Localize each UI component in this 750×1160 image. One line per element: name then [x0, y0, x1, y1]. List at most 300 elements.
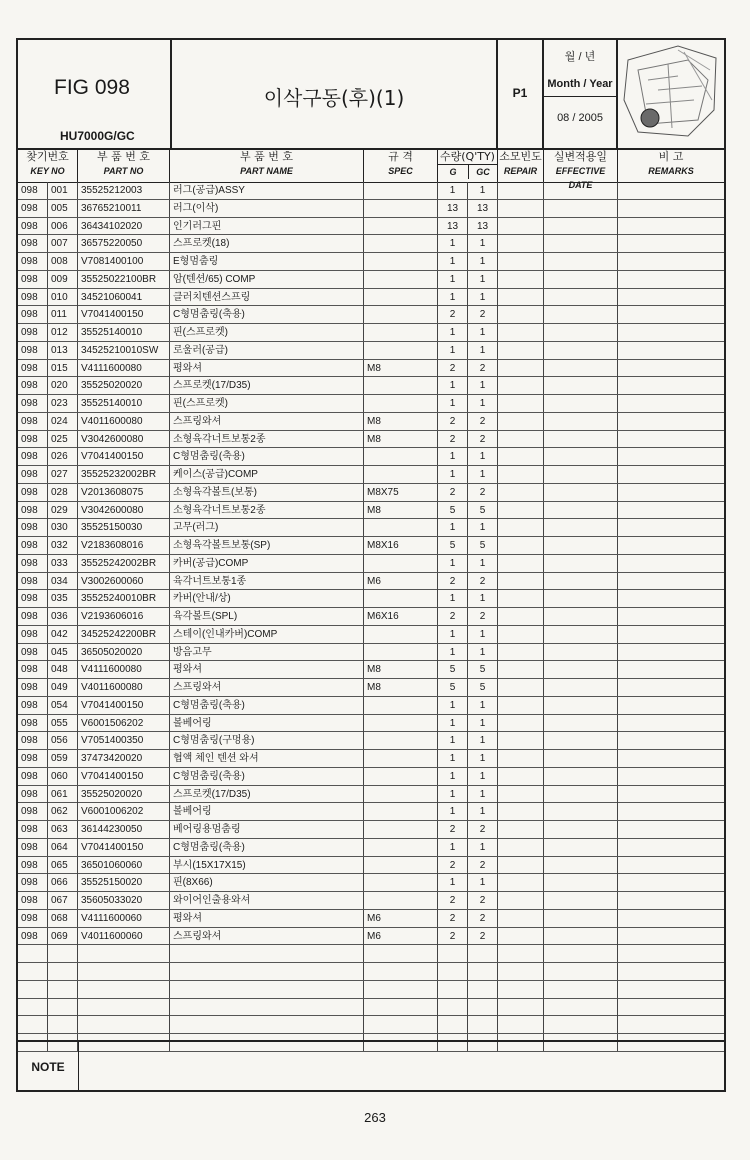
cell-key-group: 098	[18, 395, 48, 412]
cell-empty	[544, 573, 618, 590]
cell-spec: M8	[364, 661, 438, 678]
cell-empty	[544, 928, 618, 945]
cell-qty-gc: 1	[468, 555, 498, 572]
cell-spec	[364, 466, 438, 483]
table-row	[18, 537, 724, 555]
cell-key-group: 098	[18, 626, 48, 643]
cell-empty	[544, 910, 618, 927]
cell-qty-g: 2	[438, 306, 468, 323]
cell-key-group: 098	[18, 377, 48, 394]
cell-part-name: 고무(러그)	[170, 519, 364, 536]
cell-part-no: 36434102020	[78, 218, 170, 235]
cell-part-no: 34525210010SW	[78, 342, 170, 359]
cell-empty	[618, 626, 724, 643]
cell-empty	[498, 448, 544, 465]
cell-empty	[544, 342, 618, 359]
revision-date: 08 / 2005	[557, 112, 603, 124]
cell-spec	[364, 768, 438, 785]
table-row	[18, 679, 724, 697]
cell-spec	[364, 786, 438, 803]
cell-qty-g: 2	[438, 484, 468, 501]
cell-qty-g: 1	[438, 466, 468, 483]
cell-qty-g: 1	[438, 697, 468, 714]
cell-qty-g: 2	[438, 360, 468, 377]
cell-spec: M8	[364, 431, 438, 448]
cell-part-no: 36144230050	[78, 821, 170, 838]
cell-part-name: 협액 체인 텐션 와셔	[170, 750, 364, 767]
cell-part-name: 볼베어링	[170, 803, 364, 820]
cell-spec: M8	[364, 360, 438, 377]
cell-empty	[498, 306, 544, 323]
cell-key-no: 054	[48, 697, 78, 714]
cell-empty	[618, 271, 724, 288]
cell-empty	[498, 200, 544, 217]
cell-key-no: 028	[48, 484, 78, 501]
cell-empty	[498, 892, 544, 909]
cell-key-group: 098	[18, 537, 48, 554]
cell-qty-gc: 1	[468, 803, 498, 820]
cell-empty	[618, 360, 724, 377]
cell-empty	[544, 484, 618, 501]
cell-key-group: 098	[18, 928, 48, 945]
cell-empty	[544, 608, 618, 625]
cell-key-group: 098	[18, 857, 48, 874]
cell-part-no: V7041400150	[78, 839, 170, 856]
cell-qty-gc: 1	[468, 697, 498, 714]
cell-empty	[618, 945, 724, 962]
cell-qty-gc: 1	[468, 519, 498, 536]
cell-key-group: 098	[18, 661, 48, 678]
cell-key-no	[48, 999, 78, 1016]
table-row	[18, 786, 724, 804]
cell-qty-gc: 2	[468, 360, 498, 377]
cell-empty	[498, 182, 544, 199]
cell-empty	[498, 803, 544, 820]
cell-key-group: 098	[18, 732, 48, 749]
cell-spec: M8	[364, 679, 438, 696]
cell-empty	[498, 732, 544, 749]
cell-qty-g: 5	[438, 502, 468, 519]
cell-qty-g: 1	[438, 182, 468, 199]
cell-qty-g: 1	[438, 768, 468, 785]
cell-part-no: V2193606016	[78, 608, 170, 625]
cell-qty-gc: 2	[468, 910, 498, 927]
cell-spec	[364, 342, 438, 359]
cell-part-name	[170, 999, 364, 1016]
cell-qty-gc: 1	[468, 271, 498, 288]
cell-part-no	[78, 981, 170, 998]
cell-key-no: 069	[48, 928, 78, 945]
table-row	[18, 768, 724, 786]
cell-part-name: 와이어인출용와셔	[170, 892, 364, 909]
cell-empty	[498, 342, 544, 359]
cell-empty	[544, 1016, 618, 1033]
cell-key-group	[18, 1016, 48, 1033]
cell-spec	[364, 306, 438, 323]
cell-empty	[544, 715, 618, 732]
cell-key-group: 098	[18, 484, 48, 501]
cell-part-name: 암(텐션/65) COMP	[170, 271, 364, 288]
cell-qty-gc: 1	[468, 289, 498, 306]
cell-spec	[364, 963, 438, 980]
table-row	[18, 271, 724, 289]
cell-part-no: V4111600080	[78, 661, 170, 678]
cell-qty-g: 2	[438, 928, 468, 945]
cell-qty-gc	[468, 981, 498, 998]
cell-empty	[544, 324, 618, 341]
cell-empty	[544, 963, 618, 980]
cell-empty	[544, 786, 618, 803]
cell-part-no	[78, 963, 170, 980]
cell-key-no: 066	[48, 874, 78, 891]
cell-key-no: 008	[48, 253, 78, 270]
cell-qty-g: 2	[438, 857, 468, 874]
page-code-cell	[498, 40, 544, 148]
cell-part-name: 소형육각볼트보통(SP)	[170, 537, 364, 554]
cell-empty	[498, 999, 544, 1016]
cell-part-no: V2183608016	[78, 537, 170, 554]
table-row	[18, 573, 724, 591]
cell-empty	[544, 661, 618, 678]
cell-empty	[618, 306, 724, 323]
cell-key-group: 098	[18, 892, 48, 909]
cell-qty-g: 5	[438, 661, 468, 678]
cell-spec	[364, 271, 438, 288]
cell-empty	[544, 697, 618, 714]
cell-spec	[364, 377, 438, 394]
cell-key-group: 098	[18, 910, 48, 927]
cell-empty	[498, 573, 544, 590]
cell-empty	[544, 271, 618, 288]
cell-key-group: 098	[18, 200, 48, 217]
cell-key-no	[48, 945, 78, 962]
cell-part-no: V4011600060	[78, 928, 170, 945]
cell-key-group: 098	[18, 413, 48, 430]
table-row	[18, 324, 724, 342]
cell-key-no: 020	[48, 377, 78, 394]
cell-spec	[364, 519, 438, 536]
cell-qty-gc: 5	[468, 679, 498, 696]
cell-part-name: C형멈춤링(축용)	[170, 306, 364, 323]
cell-key-group: 098	[18, 182, 48, 199]
cell-key-group	[18, 981, 48, 998]
cell-empty	[618, 573, 724, 590]
cell-key-group: 098	[18, 768, 48, 785]
cell-key-group	[18, 945, 48, 962]
cell-empty	[618, 981, 724, 998]
cell-qty-gc: 1	[468, 324, 498, 341]
cell-part-no: 35525240010BR	[78, 590, 170, 607]
cell-empty	[544, 732, 618, 749]
table-row	[18, 466, 724, 484]
cell-key-no: 011	[48, 306, 78, 323]
parts-table	[18, 182, 724, 1052]
cell-empty	[498, 661, 544, 678]
cell-spec	[364, 289, 438, 306]
cell-empty	[544, 360, 618, 377]
cell-spec	[364, 892, 438, 909]
cell-qty-gc: 1	[468, 448, 498, 465]
cell-empty	[618, 857, 724, 874]
cell-key-no: 005	[48, 200, 78, 217]
cell-part-no: 34525242200BR	[78, 626, 170, 643]
note-section	[18, 1040, 724, 1092]
cell-part-no	[78, 945, 170, 962]
cell-spec	[364, 218, 438, 235]
col-part-name: 부 품 번 호 PART NAME	[170, 148, 364, 182]
cell-qty-gc	[468, 945, 498, 962]
cell-key-no: 060	[48, 768, 78, 785]
cell-empty	[498, 910, 544, 927]
cell-key-group: 098	[18, 590, 48, 607]
cell-part-no: V4111600080	[78, 360, 170, 377]
cell-empty	[498, 981, 544, 998]
cell-part-name: 육각볼트(SPL)	[170, 608, 364, 625]
col-spec: 규 격 SPEC	[364, 148, 438, 182]
cell-qty-gc: 2	[468, 892, 498, 909]
cell-part-no: V3042600080	[78, 431, 170, 448]
cell-spec: M8	[364, 502, 438, 519]
cell-part-no: V6001006202	[78, 803, 170, 820]
cell-empty	[618, 679, 724, 696]
cell-part-name: 러그(공급)ASSY	[170, 182, 364, 199]
cell-key-group: 098	[18, 306, 48, 323]
cell-key-group: 098	[18, 235, 48, 252]
cell-key-no	[48, 1016, 78, 1033]
cell-qty-gc: 2	[468, 573, 498, 590]
cell-key-no: 034	[48, 573, 78, 590]
cell-qty-gc: 2	[468, 928, 498, 945]
cell-key-group: 098	[18, 271, 48, 288]
cell-empty	[544, 395, 618, 412]
page-title: 이삭구동(후)(1)	[263, 86, 405, 110]
cell-spec	[364, 803, 438, 820]
cell-empty	[618, 289, 724, 306]
cell-part-name: 러그(이삭)	[170, 200, 364, 217]
cell-key-no: 029	[48, 502, 78, 519]
cell-qty-g: 1	[438, 839, 468, 856]
cell-spec: M6	[364, 573, 438, 590]
cell-empty	[618, 803, 724, 820]
cell-key-group: 098	[18, 608, 48, 625]
cell-part-no: 36505020020	[78, 644, 170, 661]
cell-spec	[364, 324, 438, 341]
cell-empty	[618, 732, 724, 749]
cell-part-no: V7051400350	[78, 732, 170, 749]
cell-empty	[498, 271, 544, 288]
table-row	[18, 803, 724, 821]
cell-key-group: 098	[18, 786, 48, 803]
cell-qty-gc: 1	[468, 786, 498, 803]
cell-qty-gc: 5	[468, 537, 498, 554]
cell-qty-g: 2	[438, 431, 468, 448]
cell-empty	[618, 715, 724, 732]
cell-empty	[498, 360, 544, 377]
table-row	[18, 342, 724, 360]
cell-empty	[544, 821, 618, 838]
table-row	[18, 235, 724, 253]
table-row	[18, 821, 724, 839]
cell-empty	[618, 697, 724, 714]
cell-key-no: 055	[48, 715, 78, 732]
cell-key-no: 001	[48, 182, 78, 199]
cell-part-no: V4011600080	[78, 413, 170, 430]
cell-qty-gc	[468, 999, 498, 1016]
table-row	[18, 874, 724, 892]
fig-cell	[18, 40, 172, 148]
cell-qty-gc: 1	[468, 466, 498, 483]
cell-qty-g	[438, 999, 468, 1016]
cell-empty	[544, 945, 618, 962]
cell-qty-g: 1	[438, 235, 468, 252]
cell-part-name: 소형육각너트보통2종	[170, 431, 364, 448]
cell-qty-g: 13	[438, 200, 468, 217]
cell-spec	[364, 981, 438, 998]
cell-part-no: 35525242002BR	[78, 555, 170, 572]
table-row	[18, 502, 724, 520]
cell-key-no: 023	[48, 395, 78, 412]
cell-spec	[364, 448, 438, 465]
cell-part-name: 스프링와셔	[170, 928, 364, 945]
cell-part-no: 37473420020	[78, 750, 170, 767]
cell-empty	[618, 1016, 724, 1033]
cell-part-name	[170, 945, 364, 962]
cell-spec: M6	[364, 928, 438, 945]
cell-empty	[498, 218, 544, 235]
cell-key-no: 033	[48, 555, 78, 572]
cell-key-no: 062	[48, 803, 78, 820]
cell-qty-g: 1	[438, 395, 468, 412]
cell-part-name: 평와셔	[170, 360, 364, 377]
table-row	[18, 963, 724, 981]
cell-part-name: 스프로켓(17/D35)	[170, 377, 364, 394]
cell-qty-gc: 5	[468, 661, 498, 678]
cell-key-no: 035	[48, 590, 78, 607]
cell-empty	[544, 857, 618, 874]
cell-key-no: 063	[48, 821, 78, 838]
cell-empty	[498, 857, 544, 874]
table-row	[18, 360, 724, 378]
cell-key-no: 010	[48, 289, 78, 306]
cell-empty	[544, 981, 618, 998]
cell-part-no: V7041400150	[78, 448, 170, 465]
cell-empty	[618, 999, 724, 1016]
cell-empty	[498, 644, 544, 661]
cell-qty-g: 1	[438, 590, 468, 607]
table-row	[18, 377, 724, 395]
cell-part-no: V6001506202	[78, 715, 170, 732]
table-row	[18, 857, 724, 875]
cell-key-group: 098	[18, 289, 48, 306]
cell-spec	[364, 732, 438, 749]
cell-empty	[544, 999, 618, 1016]
cell-spec: M8	[364, 413, 438, 430]
cell-key-group: 098	[18, 573, 48, 590]
cell-part-name: 케이스(공급)COMP	[170, 466, 364, 483]
cell-qty-gc: 1	[468, 342, 498, 359]
cell-empty	[498, 768, 544, 785]
cell-key-group: 098	[18, 342, 48, 359]
cell-key-group: 098	[18, 324, 48, 341]
cell-qty-gc: 1	[468, 750, 498, 767]
cell-key-no: 061	[48, 786, 78, 803]
cell-empty	[498, 253, 544, 270]
cell-spec	[364, 590, 438, 607]
cell-part-name: 카버(안내/상)	[170, 590, 364, 607]
cell-empty	[618, 821, 724, 838]
cell-qty-gc: 1	[468, 874, 498, 891]
cell-empty	[618, 235, 724, 252]
cell-part-name: 베어링용멈춤링	[170, 821, 364, 838]
cell-empty	[544, 306, 618, 323]
cell-spec	[364, 839, 438, 856]
cell-qty-gc: 2	[468, 431, 498, 448]
cell-part-no: V3002600060	[78, 573, 170, 590]
cell-qty-g: 13	[438, 218, 468, 235]
cell-part-no: 36501060060	[78, 857, 170, 874]
cell-empty	[498, 839, 544, 856]
cell-part-name	[170, 1016, 364, 1033]
cell-empty	[544, 289, 618, 306]
cell-empty	[498, 715, 544, 732]
cell-key-no	[48, 963, 78, 980]
cell-part-name: C형멈춤링(축용)	[170, 839, 364, 856]
table-row	[18, 910, 724, 928]
cell-key-group: 098	[18, 644, 48, 661]
cell-key-group: 098	[18, 750, 48, 767]
cell-empty	[618, 786, 724, 803]
cell-empty	[618, 377, 724, 394]
cell-key-group: 098	[18, 679, 48, 696]
cell-part-name: 로울러(공급)	[170, 342, 364, 359]
cell-qty-g: 1	[438, 555, 468, 572]
cell-part-name: 스테이(인내카버)COMP	[170, 626, 364, 643]
cell-part-name: 핀(스프로켓)	[170, 324, 364, 341]
cell-empty	[498, 679, 544, 696]
table-row	[18, 999, 724, 1017]
cell-key-no: 026	[48, 448, 78, 465]
cell-qty-g: 1	[438, 448, 468, 465]
cell-empty	[544, 590, 618, 607]
cell-empty	[544, 839, 618, 856]
cell-key-no: 056	[48, 732, 78, 749]
cell-key-group: 098	[18, 839, 48, 856]
cell-qty-g: 1	[438, 377, 468, 394]
cell-qty-g: 1	[438, 626, 468, 643]
title-cell	[172, 40, 498, 148]
cell-empty	[618, 218, 724, 235]
cell-part-no: V7081400100	[78, 253, 170, 270]
cell-part-no: 36575220050	[78, 235, 170, 252]
cell-empty	[544, 466, 618, 483]
cell-key-no: 068	[48, 910, 78, 927]
cell-empty	[618, 200, 724, 217]
cell-key-group	[18, 963, 48, 980]
cell-part-no: 35525022100BR	[78, 271, 170, 288]
cell-qty-g: 1	[438, 786, 468, 803]
cell-empty	[544, 431, 618, 448]
cell-qty-g: 5	[438, 679, 468, 696]
cell-key-no: 049	[48, 679, 78, 696]
cell-empty	[618, 661, 724, 678]
cell-part-no: V2013608075	[78, 484, 170, 501]
cell-empty	[618, 537, 724, 554]
cell-qty-g: 1	[438, 253, 468, 270]
cell-part-no: V7041400150	[78, 306, 170, 323]
cell-key-no: 007	[48, 235, 78, 252]
table-row	[18, 839, 724, 857]
cell-part-name: C형멈춤링(축용)	[170, 448, 364, 465]
